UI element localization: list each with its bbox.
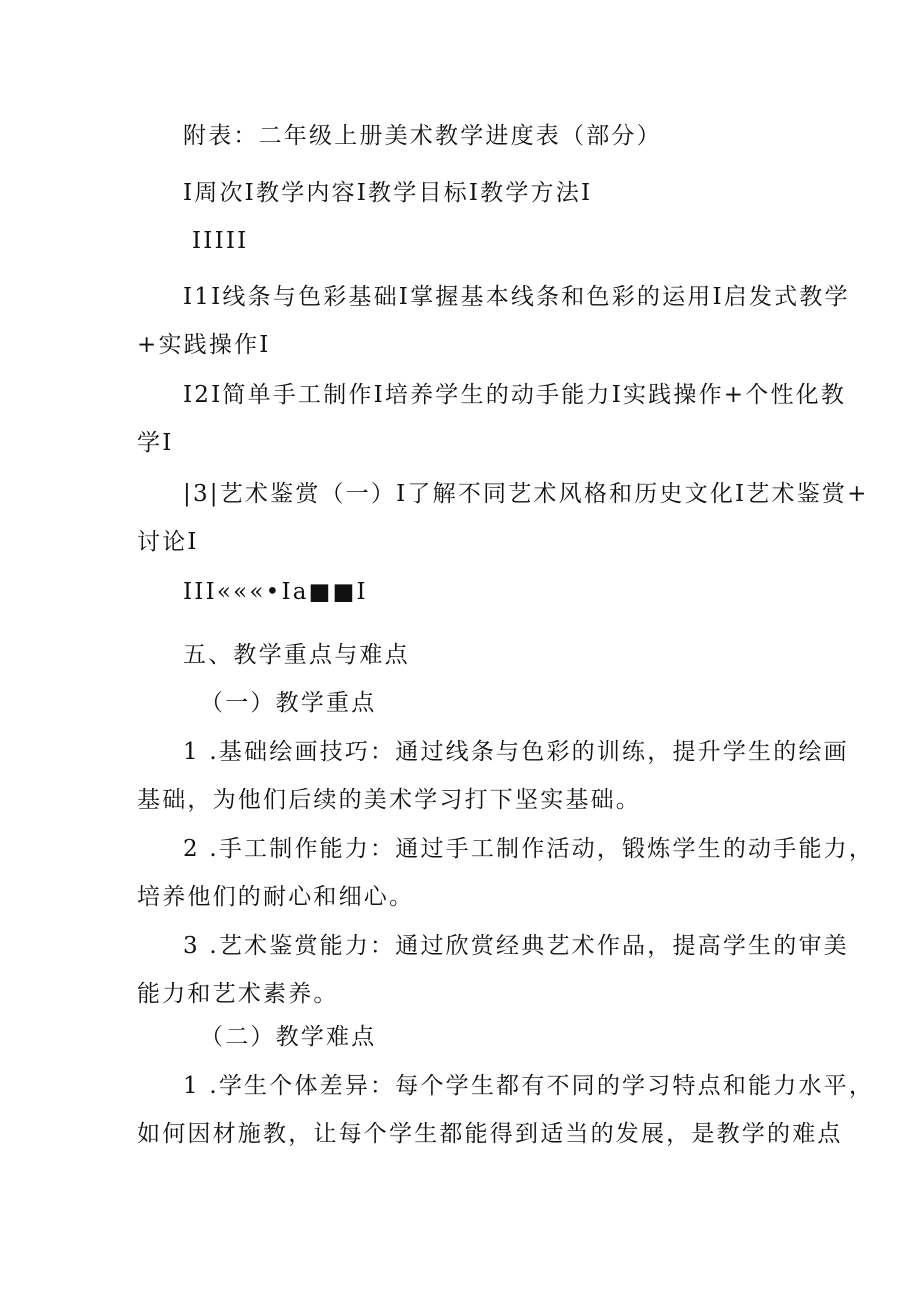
table-row-2-line-2: 学I [137, 430, 174, 456]
key-point-3-line-1: 3 .艺术鉴赏能力：通过欣赏经典艺术作品，提高学生的审美 [183, 933, 849, 959]
table-separator-row: IIIII [192, 228, 249, 254]
key-point-3-line-2: 能力和艺术素养。 [137, 981, 339, 1007]
table-row-1-line-1: I1I线条与色彩基础I掌握基本线条和色彩的运用I启发式教学 [183, 284, 850, 310]
difficulty-1-line-2: 如何因材施教，让每个学生都能得到适当的发展，是教学的难点 [137, 1121, 843, 1147]
key-point-1-line-2: 基础，为他们后续的美术学习打下坚实基础。 [137, 787, 641, 813]
table-row-1-line-2: +实践操作I [137, 332, 271, 358]
section-five-title: 五、教学重点与难点 [183, 642, 410, 668]
table-row-3-line-1: |3|艺术鉴赏（一）I了解不同艺术风格和历史文化I艺术鉴赏+ [183, 481, 869, 507]
key-point-2-line-1: 2 .手工制作能力：通过手工制作活动，锻炼学生的动手能力， [183, 836, 875, 862]
subsection-two-title: （二）教学难点 [200, 1024, 377, 1050]
subsection-one-title: （一）教学重点 [200, 690, 377, 716]
key-point-1-line-1: 1 .基础绘画技巧：通过线条与色彩的训练，提升学生的绘画 [183, 739, 849, 765]
appendix-title: 附表：二年级上册美术教学进度表（部分） [183, 123, 662, 149]
table-trailing-row: III«««•Ia■■I [183, 579, 368, 605]
table-header-row: I周次I教学内容I教学目标I教学方法I [183, 180, 593, 206]
key-point-2-line-2: 培养他们的耐心和细心。 [137, 884, 415, 910]
difficulty-1-line-1: 1 .学生个体差异：每个学生都有不同的学习特点和能力水平， [183, 1073, 875, 1099]
table-row-3-line-2: 讨论I [137, 529, 199, 555]
table-row-2-line-1: I2I简单手工制作I培养学生的动手能力I实践操作+个性化教 [183, 382, 847, 408]
